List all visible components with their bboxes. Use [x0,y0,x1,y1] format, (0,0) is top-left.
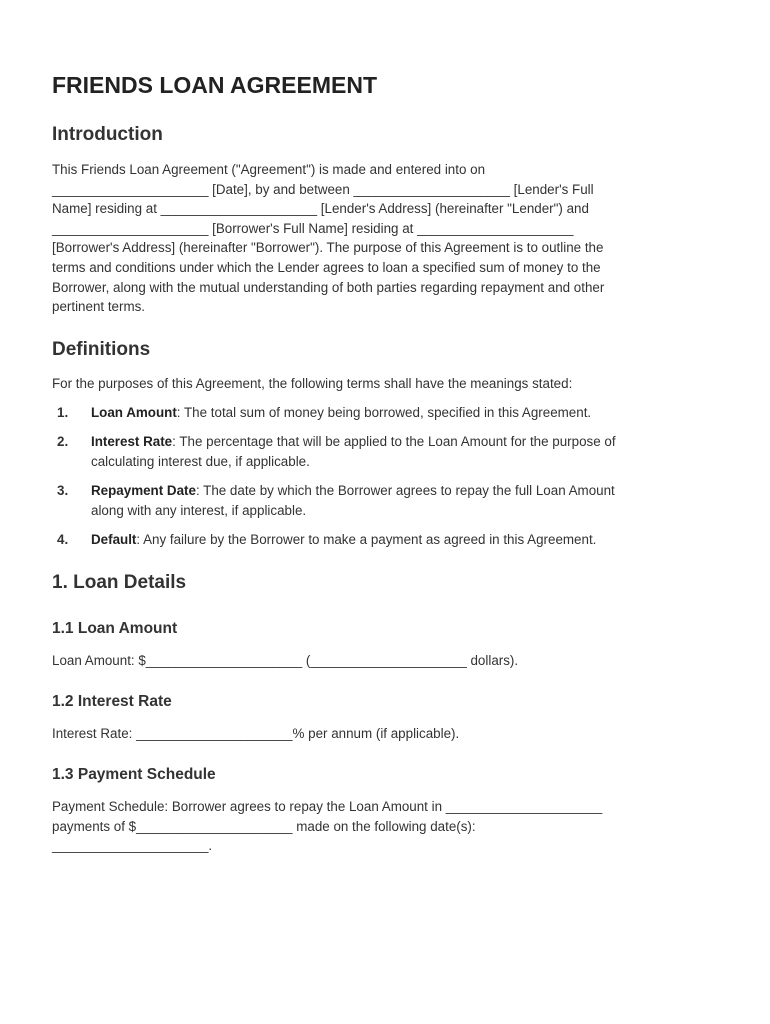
definition-item [52,530,712,550]
definition-term: Repayment Date [91,482,196,498]
definition-term: Loan Amount [91,405,177,420]
definition-text: : Any failure by the Borrower to make a payment as agreed in this Agreement. [136,531,597,547]
payment-schedule-line: _____________________. [52,838,213,854]
definitions-list [52,403,712,549]
definition-number: 3. [57,482,69,498]
introduction-line: [Borrower's Address] (hereinafter "Borrower"). The purpose of this Agreement is to outline the [52,240,604,256]
introduction-paragraph [52,160,604,317]
definitions-heading: Definitions [52,339,151,360]
introduction-line: pertinent terms. [52,299,146,315]
document-title: FRIENDS LOAN AGREEMENT [52,72,377,98]
definition-item [52,432,712,471]
definition-text: : The total sum of money being borrowed, specified in this Agreement. [176,405,592,420]
payment-schedule-line: Payment Schedule: Borrower agrees to repay the Loan Amount in _____________________ [52,799,603,814]
loan-amount-heading: 1.1 Loan Amount [52,620,178,637]
interest-rate-text: Interest Rate: _____________________% per annum (if applicable). [52,726,460,741]
introduction-heading: Introduction [52,124,163,145]
introduction-line: This Friends Loan Agreement ("Agreement") is made and entered into on [52,162,486,177]
introduction-line: _____________________ [Date], by and between _____________________ [Lender's Full [52,181,594,197]
payment-schedule-line: payments of $_____________________ made on the following date(s): [52,818,476,834]
definition-number: 1. [57,405,69,420]
definition-term: Interest Rate [91,434,173,450]
payment-schedule-paragraph [52,797,602,856]
definition-item [52,403,712,423]
introduction-line: _____________________ [Borrower's Full Name] residing at _____________________ [52,220,574,236]
definition-text: : The percentage that will be applied to the Loan Amount for the purpose of [172,434,616,450]
definition-text-continued: calculating interest due, if applicable. [91,453,310,469]
loan-amount-text: Loan Amount: $_____________________ (_____________________ dollars). [52,653,519,668]
introduction-line: Borrower, along with the mutual understanding of both parties regarding repayment and other [52,279,605,295]
definition-number: 4. [57,531,69,547]
loan-details-heading: 1. Loan Details [52,572,187,593]
introduction-line: terms and conditions under which the Lender agrees to loan a specified sum of money to the [52,259,601,275]
definition-number: 2. [57,434,69,450]
definitions-intro: For the purposes of this Agreement, the following terms shall have the meanings stated: [52,376,573,391]
payment-schedule-heading: 1.3 Payment Schedule [52,766,216,783]
definition-item [52,481,712,520]
interest-rate-heading: 1.2 Interest Rate [52,693,172,710]
introduction-line: Name] residing at _____________________ [Lender's Address] (hereinafter "Lender") and [52,201,589,217]
definition-text-continued: along with any interest, if applicable. [91,502,307,518]
definition-term: Default [91,531,137,547]
definition-text: : The date by which the Borrower agrees to repay the full Loan Amount [195,482,615,498]
